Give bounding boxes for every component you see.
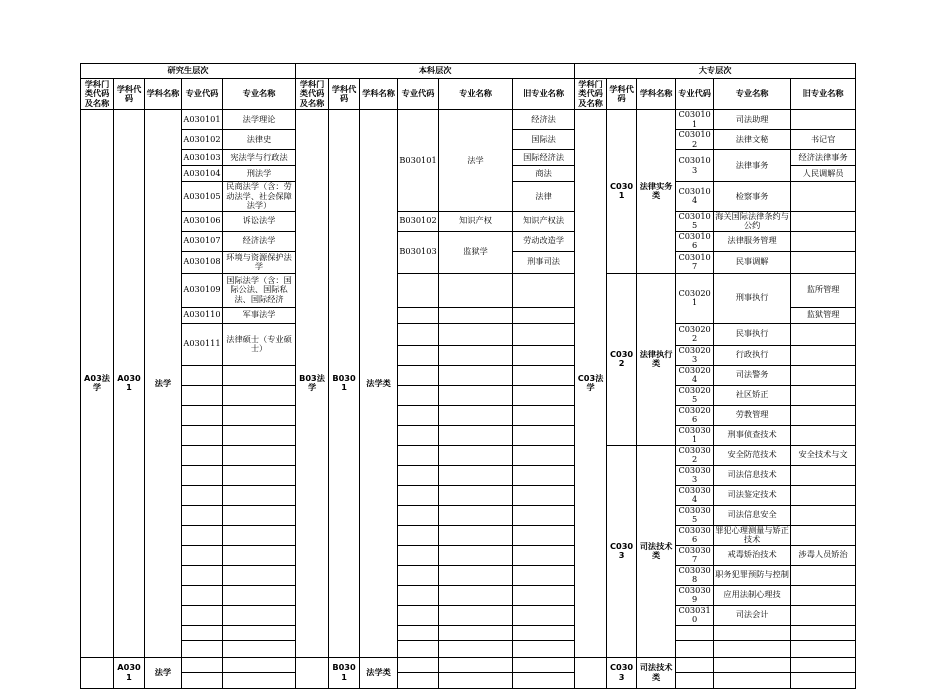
vc-major-code[interactable]: C030205 bbox=[676, 385, 714, 405]
vc-major-code[interactable]: C030303 bbox=[676, 465, 714, 485]
empty-cell[interactable] bbox=[182, 545, 223, 565]
table-row bbox=[81, 525, 856, 545]
empty-cell[interactable] bbox=[439, 585, 513, 605]
vc-major-name[interactable]: 职务犯罪预防与控制 bbox=[714, 565, 791, 585]
grad-subject-name-cell[interactable]: 法学 bbox=[145, 110, 182, 658]
table-row bbox=[81, 657, 856, 672]
vc-old-major-name[interactable]: 人民调解员 bbox=[791, 166, 856, 182]
empty-cell[interactable] bbox=[513, 545, 575, 565]
vc-major-name[interactable]: 劳教管理 bbox=[714, 405, 791, 425]
empty-cell[interactable] bbox=[223, 545, 296, 565]
ug-old-major-name[interactable]: 商法 bbox=[513, 166, 575, 182]
vc-major-code[interactable]: C030304 bbox=[676, 485, 714, 505]
empty-cell[interactable] bbox=[223, 640, 296, 657]
vc-subject-code-cell[interactable]: C0301 bbox=[607, 110, 637, 274]
grad-major-code[interactable]: A030109 bbox=[182, 273, 223, 307]
ug-category-cell[interactable]: B03法学 bbox=[296, 110, 329, 658]
vc-major-code[interactable]: C030204 bbox=[676, 365, 714, 385]
ug-old-major-name[interactable]: 国际经济法 bbox=[513, 150, 575, 166]
vc-major-code[interactable]: C030101 bbox=[676, 110, 714, 130]
empty-cell[interactable] bbox=[182, 625, 223, 640]
empty-cell[interactable] bbox=[513, 445, 575, 465]
spreadsheet bbox=[80, 63, 855, 682]
empty-cell[interactable] bbox=[182, 425, 223, 445]
column-header[interactable]: 专业代码 bbox=[676, 79, 714, 110]
empty-cell[interactable] bbox=[513, 405, 575, 425]
grad-subject-name-cell[interactable]: 法学 bbox=[145, 657, 182, 688]
vc-subject-code-cell[interactable]: C0303 bbox=[607, 657, 637, 688]
empty-cell[interactable] bbox=[513, 585, 575, 605]
empty-cell[interactable] bbox=[439, 445, 513, 465]
vc-major-code[interactable]: C030301 bbox=[676, 425, 714, 445]
vc-major-code[interactable]: C030105 bbox=[676, 211, 714, 231]
grad-major-name[interactable]: 民商法学（含：劳动法学、社会保障法学） bbox=[223, 182, 296, 212]
vc-old-major-name[interactable]: 监所管理 bbox=[791, 273, 856, 307]
vc-major-code[interactable]: C030306 bbox=[676, 525, 714, 545]
empty-cell[interactable] bbox=[513, 525, 575, 545]
empty-cell[interactable] bbox=[439, 425, 513, 445]
empty-cell[interactable] bbox=[223, 405, 296, 425]
vc-old-major-name[interactable] bbox=[791, 182, 856, 212]
empty-cell[interactable] bbox=[439, 323, 513, 345]
empty-cell[interactable] bbox=[296, 657, 329, 688]
vc-subject-code-cell[interactable]: C0303 bbox=[607, 445, 637, 657]
empty-cell[interactable] bbox=[513, 625, 575, 640]
vc-category-cell[interactable]: C03法学 bbox=[575, 110, 607, 658]
empty-cell[interactable] bbox=[398, 365, 439, 385]
vc-major-code[interactable]: C030202 bbox=[676, 323, 714, 345]
vc-old-major-name[interactable]: 监狱管理 bbox=[791, 307, 856, 323]
ug-major-code[interactable]: B030101 bbox=[398, 110, 439, 212]
empty-cell[interactable] bbox=[398, 485, 439, 505]
empty-cell[interactable] bbox=[791, 640, 856, 657]
empty-cell[interactable] bbox=[182, 385, 223, 405]
empty-cell[interactable] bbox=[791, 625, 856, 640]
table-row bbox=[81, 605, 856, 625]
table-row bbox=[81, 505, 856, 525]
section-header-graduate[interactable]: 研究生层次 bbox=[81, 64, 296, 79]
empty-cell[interactable] bbox=[398, 672, 439, 688]
section-header-vocational[interactable]: 大专层次 bbox=[575, 64, 856, 79]
vc-subject-code-cell[interactable]: C0302 bbox=[607, 273, 637, 445]
vc-major-name[interactable]: 罪犯心理测量与矫正技术 bbox=[715, 524, 789, 544]
vc-old-major-name[interactable]: 安全技术与文 bbox=[791, 445, 856, 465]
empty-cell[interactable] bbox=[513, 672, 575, 688]
empty-cell[interactable] bbox=[439, 385, 513, 405]
empty-cell[interactable] bbox=[223, 425, 296, 445]
table-row bbox=[81, 64, 856, 79]
empty-cell[interactable] bbox=[182, 405, 223, 425]
empty-cell[interactable] bbox=[223, 505, 296, 525]
grad-major-code[interactable]: A030101 bbox=[182, 110, 223, 130]
empty-cell[interactable] bbox=[398, 323, 439, 345]
ug-old-major-name[interactable]: 经济法 bbox=[513, 110, 575, 130]
empty-cell[interactable] bbox=[223, 385, 296, 405]
empty-cell[interactable] bbox=[439, 365, 513, 385]
column-header[interactable]: 旧专业名称 bbox=[513, 79, 575, 110]
ug-major-name[interactable]: 知识产权 bbox=[439, 211, 513, 231]
vc-major-code[interactable]: C030107 bbox=[676, 251, 714, 273]
empty-cell[interactable] bbox=[439, 485, 513, 505]
empty-cell[interactable] bbox=[513, 345, 575, 365]
vc-old-major-name[interactable] bbox=[791, 585, 856, 605]
empty-cell[interactable] bbox=[398, 405, 439, 425]
table-row bbox=[81, 465, 856, 485]
empty-cell[interactable] bbox=[398, 605, 439, 625]
grad-major-code[interactable]: A030106 bbox=[182, 211, 223, 231]
grad-major-name[interactable]: 刑法学 bbox=[223, 166, 296, 182]
empty-cell[interactable] bbox=[182, 605, 223, 625]
empty-cell[interactable] bbox=[439, 545, 513, 565]
vc-old-major-name[interactable] bbox=[791, 405, 856, 425]
column-header[interactable]: 学科名称 bbox=[145, 79, 182, 110]
empty-cell[interactable] bbox=[182, 672, 223, 688]
table-row bbox=[81, 640, 856, 657]
column-header[interactable]: 学科代码 bbox=[329, 79, 360, 110]
ug-old-major-name[interactable]: 劳动改造学 bbox=[513, 231, 575, 251]
grad-major-code[interactable]: A030105 bbox=[182, 182, 223, 212]
empty-cell[interactable] bbox=[223, 565, 296, 585]
vc-old-major-name[interactable]: 书记官 bbox=[791, 130, 856, 150]
vc-major-code[interactable]: C030310 bbox=[676, 605, 714, 625]
vc-old-major-name[interactable] bbox=[791, 565, 856, 585]
vc-subject-name-cell[interactable]: 法律执行类 bbox=[637, 273, 676, 445]
empty-cell[interactable] bbox=[513, 465, 575, 485]
empty-cell[interactable] bbox=[182, 525, 223, 545]
empty-cell[interactable] bbox=[398, 640, 439, 657]
empty-cell[interactable] bbox=[398, 345, 439, 365]
column-header[interactable]: 专业代码 bbox=[398, 79, 439, 110]
ug-old-major-name[interactable]: 法律 bbox=[513, 182, 575, 212]
grad-major-name[interactable]: 法学理论 bbox=[223, 110, 296, 130]
empty-cell[interactable] bbox=[513, 505, 575, 525]
empty-cell[interactable] bbox=[513, 273, 575, 307]
vc-major-name[interactable]: 法律事务 bbox=[714, 150, 791, 182]
column-header[interactable]: 学科门类代码及名称 bbox=[575, 79, 607, 110]
vc-major-name[interactable]: 安全防范技术 bbox=[714, 445, 791, 465]
vc-major-name[interactable]: 刑事执行 bbox=[714, 273, 791, 323]
empty-cell[interactable] bbox=[676, 625, 714, 640]
vc-major-name[interactable]: 司法信息技术 bbox=[714, 465, 791, 485]
empty-cell[interactable] bbox=[439, 640, 513, 657]
grad-major-code[interactable]: A030111 bbox=[182, 323, 223, 365]
empty-cell[interactable] bbox=[439, 505, 513, 525]
vc-major-name[interactable]: 法律服务管理 bbox=[714, 231, 791, 251]
empty-cell[interactable] bbox=[714, 625, 791, 640]
empty-cell[interactable] bbox=[439, 405, 513, 425]
table-row bbox=[81, 323, 856, 345]
empty-cell[interactable] bbox=[182, 445, 223, 465]
empty-cell[interactable] bbox=[439, 672, 513, 688]
table-row bbox=[81, 625, 856, 640]
grad-major-code[interactable]: A030103 bbox=[182, 150, 223, 166]
vc-old-major-name[interactable] bbox=[791, 365, 856, 385]
empty-cell[interactable] bbox=[223, 485, 296, 505]
column-header[interactable]: 旧专业名称 bbox=[791, 79, 856, 110]
vc-major-code[interactable]: C030102 bbox=[676, 130, 714, 150]
empty-cell[interactable] bbox=[182, 657, 223, 672]
table-row bbox=[81, 425, 856, 445]
empty-cell[interactable] bbox=[714, 657, 791, 672]
ug-subject-name-cell[interactable]: 法学类 bbox=[360, 110, 398, 658]
empty-cell[interactable] bbox=[182, 485, 223, 505]
vc-major-code[interactable]: C030309 bbox=[676, 585, 714, 605]
vc-old-major-name[interactable] bbox=[791, 505, 856, 525]
empty-cell[interactable] bbox=[223, 657, 296, 672]
vc-old-major-name[interactable] bbox=[791, 231, 856, 251]
empty-cell[interactable] bbox=[182, 585, 223, 605]
empty-cell[interactable] bbox=[714, 640, 791, 657]
empty-cell[interactable] bbox=[439, 625, 513, 640]
ug-major-name[interactable]: 监狱学 bbox=[439, 231, 513, 273]
table-row bbox=[81, 273, 856, 307]
ug-major-code[interactable]: B030103 bbox=[398, 231, 439, 273]
column-header[interactable]: 学科门类代码及名称 bbox=[296, 79, 329, 110]
empty-cell[interactable] bbox=[223, 465, 296, 485]
empty-cell[interactable] bbox=[513, 657, 575, 672]
grad-major-code[interactable]: A030107 bbox=[182, 231, 223, 251]
vc-major-name[interactable]: 戒毒矫治技术 bbox=[714, 545, 791, 565]
empty-cell[interactable] bbox=[513, 425, 575, 445]
vc-major-name[interactable]: 法律文秘 bbox=[714, 130, 791, 150]
vc-old-major-name[interactable]: 涉毒人员矫治 bbox=[791, 545, 856, 565]
empty-cell[interactable] bbox=[223, 605, 296, 625]
table-row bbox=[81, 231, 856, 251]
empty-cell[interactable] bbox=[439, 273, 513, 307]
vc-major-name[interactable]: 检察事务 bbox=[714, 182, 791, 212]
vc-old-major-name[interactable] bbox=[791, 465, 856, 485]
empty-cell[interactable] bbox=[439, 565, 513, 585]
empty-cell[interactable] bbox=[513, 565, 575, 585]
table-row bbox=[81, 79, 856, 110]
section-header-undergraduate[interactable]: 本科层次 bbox=[296, 64, 575, 79]
vc-old-major-name[interactable] bbox=[791, 425, 856, 445]
empty-cell[interactable] bbox=[439, 657, 513, 672]
vc-old-major-name[interactable] bbox=[791, 485, 856, 505]
grad-major-name[interactable]: 军事法学 bbox=[223, 307, 296, 323]
vc-old-major-name[interactable] bbox=[791, 110, 856, 130]
empty-cell[interactable] bbox=[676, 672, 714, 688]
vc-major-code[interactable]: C030103 bbox=[676, 150, 714, 182]
empty-cell[interactable] bbox=[398, 445, 439, 465]
empty-cell[interactable] bbox=[223, 672, 296, 688]
ug-major-name[interactable]: 法学 bbox=[439, 110, 513, 212]
major-catalog-table bbox=[80, 63, 856, 689]
vc-old-major-name[interactable]: 经济法律事务 bbox=[791, 150, 856, 166]
empty-cell[interactable] bbox=[223, 585, 296, 605]
vc-major-name[interactable]: 行政执行 bbox=[714, 345, 791, 365]
column-header[interactable]: 专业名称 bbox=[223, 79, 296, 110]
vc-old-major-name[interactable] bbox=[791, 345, 856, 365]
empty-cell[interactable] bbox=[513, 365, 575, 385]
ug-subject-code-cell[interactable]: B0301 bbox=[329, 110, 360, 658]
grad-major-name[interactable]: 法律硕士（专业硕士） bbox=[223, 323, 296, 365]
table-row bbox=[81, 545, 856, 565]
empty-cell[interactable] bbox=[513, 307, 575, 323]
grad-major-name[interactable]: 国际法学（含：国际公法、国际私法、国际经济 bbox=[223, 273, 296, 307]
empty-cell[interactable] bbox=[439, 605, 513, 625]
vc-major-name[interactable]: 司法鉴定技术 bbox=[714, 485, 791, 505]
vc-old-major-name[interactable] bbox=[791, 605, 856, 625]
table-row bbox=[81, 445, 856, 465]
grad-major-name[interactable]: 经济法学 bbox=[223, 231, 296, 251]
empty-cell[interactable] bbox=[398, 465, 439, 485]
table-row bbox=[81, 110, 856, 130]
table-row bbox=[81, 405, 856, 425]
empty-cell[interactable] bbox=[182, 505, 223, 525]
vc-major-code[interactable]: C030302 bbox=[676, 445, 714, 465]
empty-cell[interactable] bbox=[439, 465, 513, 485]
ug-old-major-name[interactable]: 刑事司法 bbox=[513, 251, 575, 273]
empty-cell[interactable] bbox=[676, 640, 714, 657]
grad-major-name[interactable]: 法律史 bbox=[223, 130, 296, 150]
column-header[interactable]: 学科名称 bbox=[637, 79, 676, 110]
ug-major-code[interactable]: B030102 bbox=[398, 211, 439, 231]
table-row bbox=[81, 672, 856, 688]
vc-major-name[interactable]: 刑事侦查技术 bbox=[714, 425, 791, 445]
ug-old-major-name[interactable]: 知识产权法 bbox=[513, 211, 575, 231]
grad-category-cell[interactable]: A03法学 bbox=[81, 110, 114, 658]
grad-subject-code-cell[interactable]: A0301 bbox=[114, 657, 145, 688]
grad-major-name[interactable]: 宪法学与行政法 bbox=[223, 150, 296, 166]
empty-cell[interactable] bbox=[714, 672, 791, 688]
vc-major-name[interactable]: 司法助理 bbox=[714, 110, 791, 130]
empty-cell[interactable] bbox=[513, 485, 575, 505]
empty-cell[interactable] bbox=[182, 465, 223, 485]
empty-cell[interactable] bbox=[575, 657, 607, 688]
vc-major-name[interactable]: 民事调解 bbox=[714, 251, 791, 273]
vc-old-major-name[interactable] bbox=[791, 525, 856, 545]
column-header[interactable]: 专业名称 bbox=[439, 79, 513, 110]
grad-major-code[interactable]: A030104 bbox=[182, 166, 223, 182]
vc-major-code[interactable]: C030307 bbox=[676, 545, 714, 565]
vc-major-code[interactable]: C030305 bbox=[676, 505, 714, 525]
grad-major-code[interactable]: A030110 bbox=[182, 307, 223, 323]
empty-cell[interactable] bbox=[223, 445, 296, 465]
ug-old-major-name[interactable]: 国际法 bbox=[513, 130, 575, 150]
vc-subject-name-cell[interactable]: 法律实务类 bbox=[637, 110, 676, 274]
empty-cell[interactable] bbox=[398, 273, 439, 307]
empty-cell[interactable] bbox=[439, 307, 513, 323]
column-header[interactable]: 专业代码 bbox=[182, 79, 223, 110]
empty-cell[interactable] bbox=[398, 505, 439, 525]
table-row bbox=[81, 565, 856, 585]
vc-major-name[interactable]: 社区矫正 bbox=[714, 385, 791, 405]
vc-major-name[interactable]: 司法会计 bbox=[714, 605, 791, 625]
vc-major-name[interactable]: 民事执行 bbox=[714, 323, 791, 345]
empty-cell[interactable] bbox=[513, 385, 575, 405]
column-header[interactable]: 专业名称 bbox=[714, 79, 791, 110]
column-header[interactable]: 学科代码 bbox=[114, 79, 145, 110]
table-row bbox=[81, 385, 856, 405]
empty-cell[interactable] bbox=[398, 425, 439, 445]
empty-cell[interactable] bbox=[513, 323, 575, 345]
empty-cell[interactable] bbox=[398, 565, 439, 585]
empty-cell[interactable] bbox=[223, 625, 296, 640]
empty-cell[interactable] bbox=[223, 525, 296, 545]
ug-subject-name-cell[interactable]: 法学类 bbox=[360, 657, 398, 688]
empty-cell[interactable] bbox=[791, 657, 856, 672]
table-row bbox=[81, 211, 856, 231]
table-row bbox=[81, 485, 856, 505]
vc-major-code[interactable]: C030106 bbox=[676, 231, 714, 251]
vc-major-code[interactable]: C030308 bbox=[676, 565, 714, 585]
column-header[interactable]: 学科代码 bbox=[607, 79, 637, 110]
grad-major-code[interactable]: A030108 bbox=[182, 251, 223, 273]
empty-cell[interactable] bbox=[513, 605, 575, 625]
empty-cell[interactable] bbox=[398, 525, 439, 545]
vc-old-major-name[interactable] bbox=[791, 211, 856, 231]
vc-old-major-name[interactable] bbox=[791, 323, 856, 345]
empty-cell[interactable] bbox=[398, 307, 439, 323]
table-row bbox=[81, 585, 856, 605]
grad-major-name[interactable]: 诉讼法学 bbox=[223, 211, 296, 231]
column-header[interactable]: 学科门类代码及名称 bbox=[81, 79, 114, 110]
vc-major-name[interactable]: 海关国际法律条约与公约 bbox=[715, 210, 789, 230]
vc-major-name[interactable]: 司法信息安全 bbox=[714, 505, 791, 525]
empty-cell[interactable] bbox=[81, 657, 114, 688]
vc-major-code[interactable]: C030206 bbox=[676, 405, 714, 425]
grad-major-code[interactable]: A030102 bbox=[182, 130, 223, 150]
vc-subject-name-cell[interactable]: 司法技术类 bbox=[637, 657, 676, 688]
empty-cell[interactable] bbox=[398, 545, 439, 565]
vc-major-code[interactable]: C030203 bbox=[676, 345, 714, 365]
empty-cell[interactable] bbox=[398, 657, 439, 672]
grad-subject-code-cell[interactable]: A0301 bbox=[114, 110, 145, 658]
vc-old-major-name[interactable] bbox=[791, 251, 856, 273]
vc-major-name[interactable]: 司法警务 bbox=[714, 365, 791, 385]
empty-cell[interactable] bbox=[398, 625, 439, 640]
vc-major-code[interactable]: C030201 bbox=[676, 273, 714, 323]
empty-cell[interactable] bbox=[791, 672, 856, 688]
vc-old-major-name[interactable] bbox=[791, 385, 856, 405]
ug-subject-code-cell[interactable]: B0301 bbox=[329, 657, 360, 688]
vc-subject-name-cell[interactable]: 司法技术类 bbox=[637, 445, 676, 657]
table-row bbox=[81, 365, 856, 385]
empty-cell[interactable] bbox=[676, 657, 714, 672]
empty-cell[interactable] bbox=[223, 365, 296, 385]
grad-major-name[interactable]: 环境与资源保护法学 bbox=[223, 251, 296, 273]
empty-cell[interactable] bbox=[398, 585, 439, 605]
empty-cell[interactable] bbox=[513, 640, 575, 657]
empty-cell[interactable] bbox=[439, 525, 513, 545]
empty-cell[interactable] bbox=[182, 640, 223, 657]
empty-cell[interactable] bbox=[182, 565, 223, 585]
column-header[interactable]: 学科名称 bbox=[360, 79, 398, 110]
empty-cell[interactable] bbox=[182, 365, 223, 385]
vc-major-name[interactable]: 应用法制心理技 bbox=[714, 585, 791, 605]
empty-cell[interactable] bbox=[398, 385, 439, 405]
vc-major-code[interactable]: C030104 bbox=[676, 182, 714, 212]
empty-cell[interactable] bbox=[439, 345, 513, 365]
